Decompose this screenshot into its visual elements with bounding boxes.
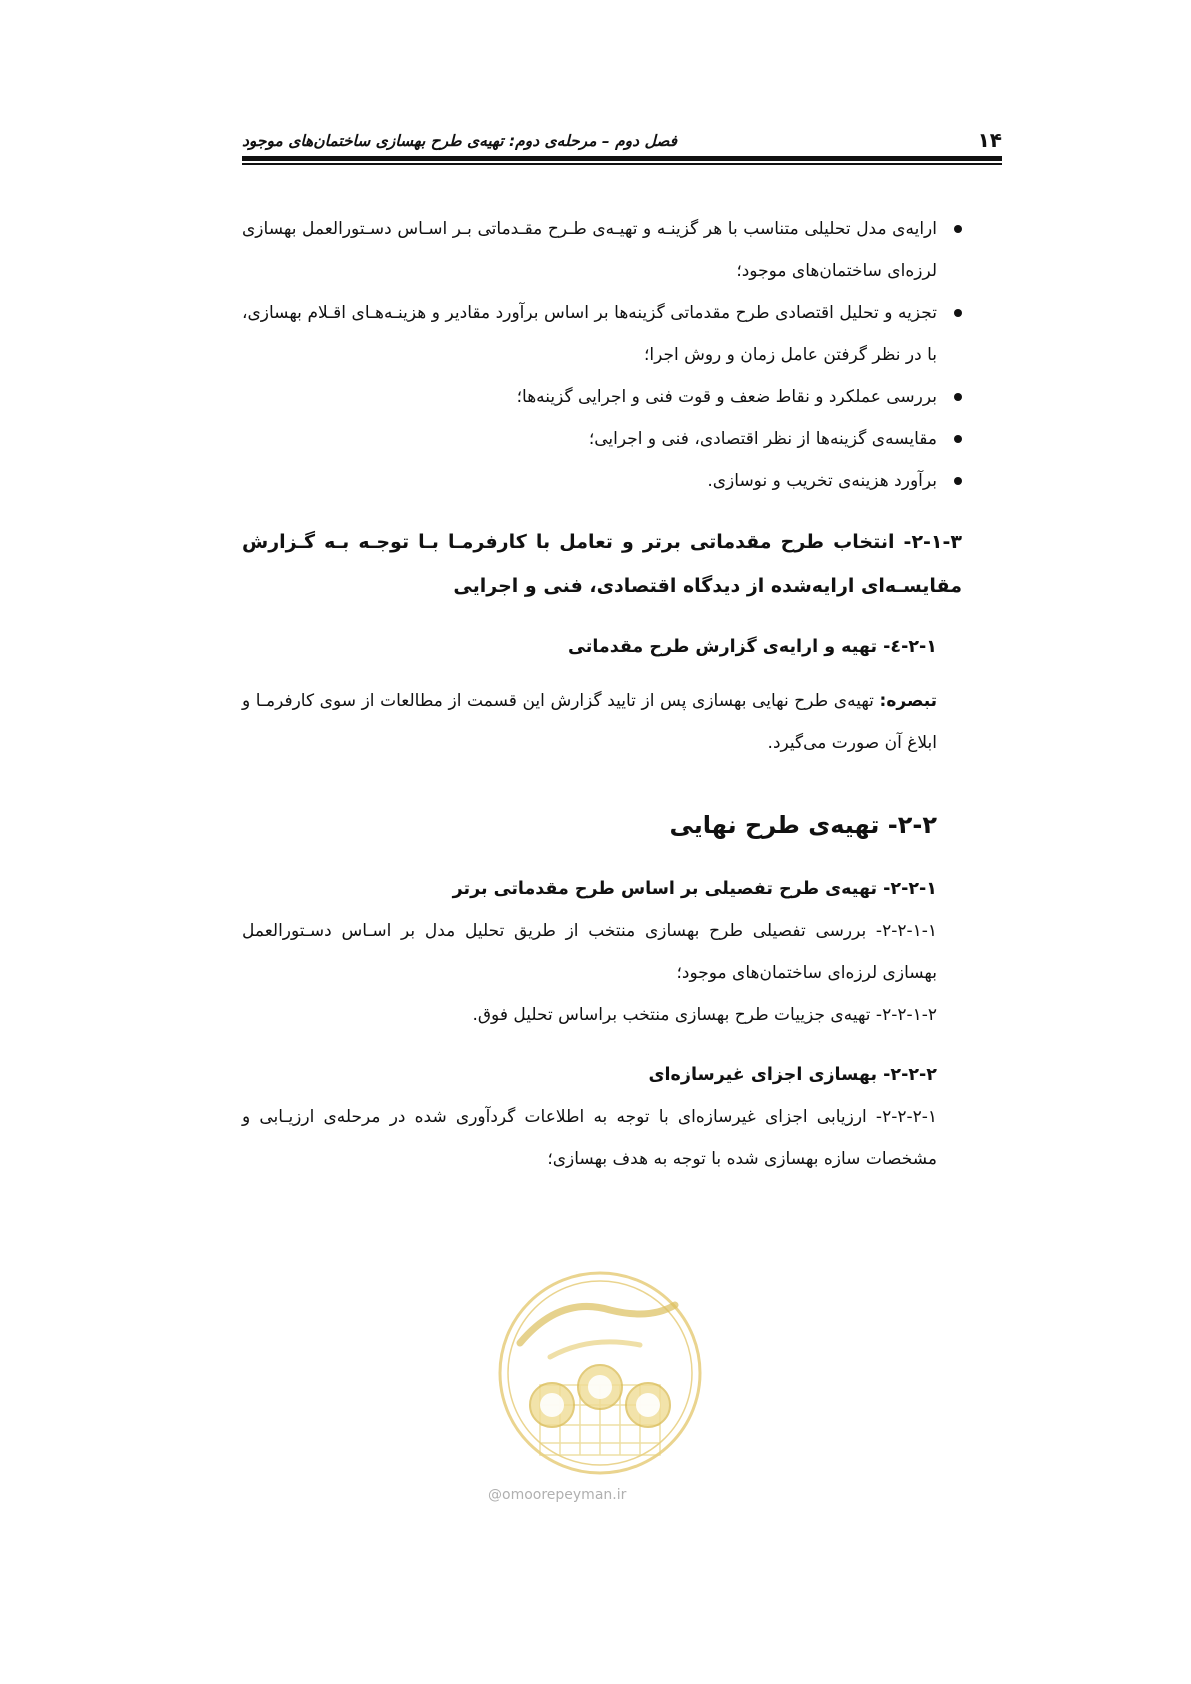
list-item: برآورد هزینه‌ی تخریب و نوسازی. — [242, 460, 937, 502]
note-paragraph — [242, 680, 962, 764]
section-heading-2-1-4: ۲-۱-٤- تهیه و ارایه‌ی گزارش طرح مقدماتی — [568, 637, 937, 657]
section-heading-2-2: ۲-۲- تهیه‌ی طرح نهایی — [669, 811, 937, 839]
note-label: تبصره: — [879, 691, 938, 711]
section-heading-2-2-1: ۲-۲-۱- تهیه‌ی طرح تفصیلی بر اساس طرح مقدماتی برتر — [452, 879, 937, 899]
watermark-logo — [490, 1265, 710, 1480]
header-rule-thick — [242, 156, 1002, 161]
header-rule-thin — [242, 163, 1002, 165]
list-item: بررسی عملکرد و نقاط ضعف و قوت فنی و اجرایی گزینه‌ها؛ — [242, 376, 937, 418]
bullet-list — [242, 208, 962, 502]
note-text: تهیه‌ی طرح نهایی بهسازی پس از تایید گزارش این قسمت از مطالعات از سوی کارفرمـا و ابلاغ آن صورت می‌گیرد. — [242, 691, 937, 753]
section-heading-2-2-2: ۲-۲-۲- بهسازی اجزای غیرسازه‌ای — [648, 1065, 937, 1085]
page-number: ۱۴ — [977, 128, 1002, 152]
page-body — [242, 208, 962, 1180]
list-item: مقایسه‌ی گزینه‌ها از نظر اقتصادی، فنی و اجرایی؛ — [242, 418, 937, 460]
chapter-title: فصل دوم – مرحله‌ی دوم: تهیه‌ی طرح بهسازی ساختمان‌های موجود — [242, 132, 678, 150]
list-item: ۲-۲-۱-۲- تهیه‌ی جزییات طرح بهسازی منتخب براساس تحلیل فوق. — [472, 1005, 937, 1025]
list-item: تجزیه و تحلیل اقتصادی طرح مقدماتی گزینه‌ها بر اساس برآورد مقادیر و هزینـه‌هـای اقـلام بهسازی، با در نظر گرفتن عامل زمان و روش اجرا؛ — [242, 292, 937, 376]
list-item: ۲-۲-۱-۱- بررسی تفصیلی طرح بهسازی منتخب از طریق تحلیل مدل بر اسـاس دسـتورالعمل بهسازی لرزه‌ای ساختمان‌های موجود؛ — [242, 921, 937, 983]
list-item: ارایه‌ی مدل تحلیلی متناسب با هر گزینـه و تهیـه‌ی طـرح مقـدماتی بـر اسـاس دسـتورالعمل بهسازی لرزه‌ای ساختمان‌های موجود؛ — [242, 208, 937, 292]
at-icon: @ — [488, 1487, 502, 1503]
running-header — [242, 128, 1002, 168]
watermark-url: @omoorepeyman.ir — [488, 1487, 627, 1503]
list-item: ۲-۲-۲-۱- ارزیابی اجزای غیرسازه‌ای با توجه به اطلاعات گردآوری شده در مرحله‌ی ارزیـابی و مشخصات سازه بهسازی شده با توجه به هدف بهسازی؛ — [242, 1107, 937, 1169]
section-heading-2-1-3: ۲-۱-۳- انتخاب طرح مقدماتی برتر و تعامل با کارفرمـا بـا توجـه بـه گـزارش مقایسـه‌ای ارایه‌شده از دیدگاه اقتصادی، فنی و اجرایی — [242, 531, 962, 597]
